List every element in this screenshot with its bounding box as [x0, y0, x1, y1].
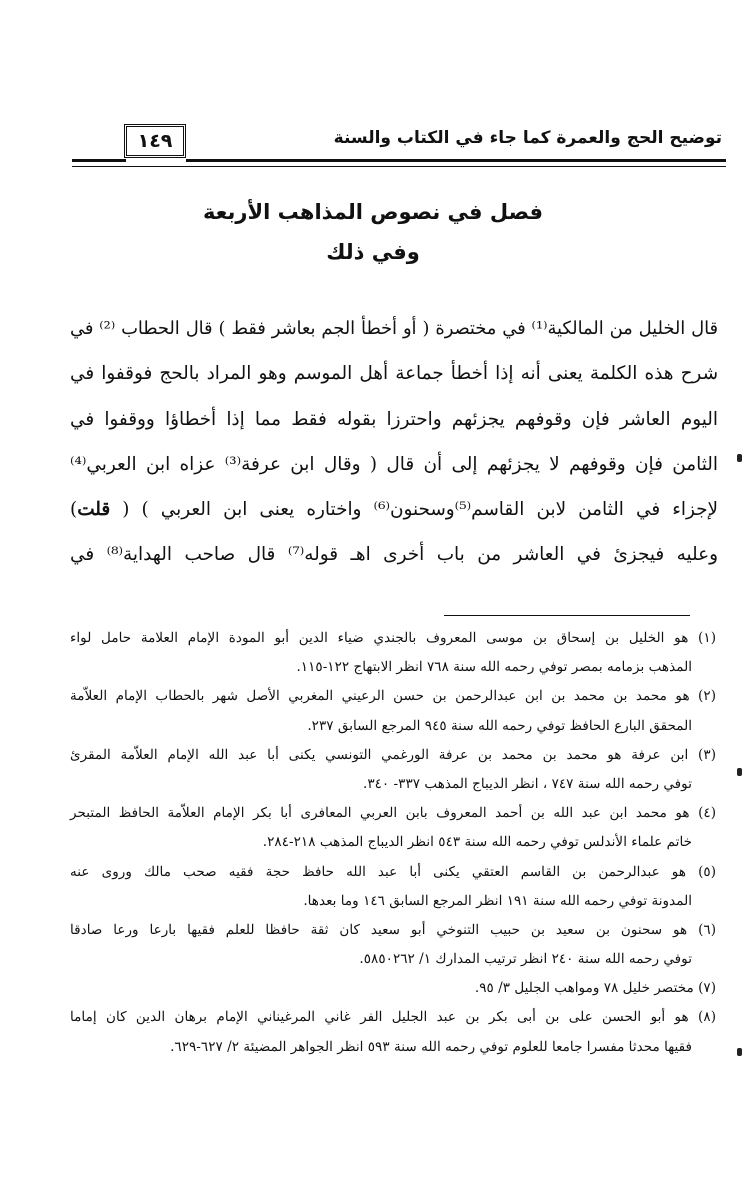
footnotes	[70, 624, 716, 1062]
section-subtitle: وفي ذلك	[326, 240, 420, 264]
footnote-separator	[444, 615, 690, 616]
footnote-line: المذهب بزمامه بمصر توفي رحمه الله سنة ٧٦٨ انظر الابتهاج ١٢٢-١١٥.	[296, 659, 692, 676]
body-line: وعليه فيجزئ في العاشر من باب أخرى اهـ قوله⁽⁷⁾ قال صاحب الهداية⁽⁸⁾ في	[70, 544, 719, 566]
footnote-line: توفي رحمه الله سنة ٧٤٧ ، انظر الديباج المذهب ٣٣٧- ٣٤٠.	[363, 775, 692, 792]
footnote-line: توفي رحمه الله سنة ٢٤٠ انظر ترتيب المدارك ١/ ٥٨٥٠٢٦٢.	[359, 951, 692, 968]
footnote-line: (٤) هو محمد ابن عبد الله بن أحمد المعروف بابن العربي المعافرى أبا بكر الإمام العلاّمة الحافظ المتبحر	[70, 805, 716, 822]
header-rule-right	[186, 159, 726, 162]
body-line: قال الخليل من المالكية⁽¹⁾ في مختصرة ( أو أخطأ الجم بعاشر فقط ) قال الحطاب ⁽²⁾ في	[70, 318, 719, 339]
footnote-line: خاتم علماء الأندلس توفي رحمه الله سنة ٥٤٣ انظر الديباج المذهب ٢١٨-٢٨٤.	[262, 834, 692, 851]
footnote-line: (٥) هو عبدالرحمن بن القاسم العتقي يكنى أبا عبد الله حافظ حجة فقيه صحب مالك وروى عنه	[70, 863, 716, 880]
body-text	[70, 306, 718, 578]
page-edge-mark	[737, 1048, 742, 1056]
footnote-line: (٧) مختصر خليل ٧٨ ومواهب الجليل ٣/ ٩٥.	[474, 980, 716, 997]
body-line: شرح هذه الكلمة يعنى أنه إذا أخطأ جماعة أهل الموسم وهو المراد بالحج فوقفوا في	[70, 363, 718, 385]
header-rule-thin	[72, 166, 726, 167]
footnote-line: فقيها محدثا مفسرا جامعا للعلوم توفي رحمه الله سنة ٥٩٣ انظر الجواهر المضيئة ٢/ ٦٢٧-٦٢٩.	[170, 1038, 692, 1055]
footnote-line: (٢) هو محمد بن محمد بن ابن عبدالرحمن بن حسن الرعيني المغربي الأصل شهر بالحطاب الإمام العلاّمة	[70, 688, 716, 705]
body-line-with-note: لإجزاء في الثامن لابن القاسم⁽⁵⁾وسحنون⁽⁶⁾ واختاره يعنى ابن العربي ) ( قلت)	[70, 499, 718, 521]
footnote-line: المحقق البارع الحافظ توفي رحمه الله سنة ٩٤٥ المرجع السابق ٢٣٧.	[307, 717, 692, 734]
footnote-line: المدونة توفي رحمه الله سنة ١٩١ انظر المرجع السابق ١٤٦ وما بعدها.	[303, 892, 692, 909]
footnote-line: (٨) هو أبو الحسن على بن أبى بكر بن عبد الجليل الفر غاني المرغيناني الإمام برهان الدين كان إماما	[70, 1009, 716, 1026]
body-line: اليوم العاشر فإن وقوفهم يجزئهم واحترزا بقوله فقط مما إذا أخطاؤا ووقفوا في	[70, 408, 718, 430]
page-edge-mark	[737, 768, 742, 776]
footnote-line: (٦) هو سحنون بن سعيد بن حبيب التنوخي أبو سعيد كان ثقة حافظا للعلم فقيها بارعا ورعا صادقا	[70, 921, 716, 938]
page-number: ١٤٩	[124, 124, 186, 158]
body-line-text: لإجزاء في الثامن لابن القاسم⁽⁵⁾وسحنون⁽⁶⁾ واختاره يعنى ابن العربي ) (	[122, 499, 718, 521]
running-title: توضيح الحج والعمرة كما جاء في الكتاب والسنة	[333, 128, 722, 148]
bold-word-qult: قلت	[77, 499, 111, 521]
footnote-line: (٣) ابن عرفة هو محمد بن محمد بن عرفة الورغمي التونسي يكنى أبا عبد الله الإمام العلاّمة المقرئ	[70, 746, 716, 763]
page-edge-mark	[737, 454, 742, 462]
section-title: فصل في نصوص المذاهب الأربعة	[202, 200, 544, 224]
footnote-line: (١) هو الخليل بن إسحاق بن موسى المعروف بالجندي ضياء الدين أبو المودة الإمام العلامة حامل لواء	[70, 630, 716, 646]
header-rule-left	[72, 159, 126, 162]
body-line: الثامن فإن وقوفهم لا يجزئهم إلى أن قال ( وقال ابن عرفة⁽³⁾ عزاه ابن العربي⁽⁴⁾	[70, 453, 718, 475]
